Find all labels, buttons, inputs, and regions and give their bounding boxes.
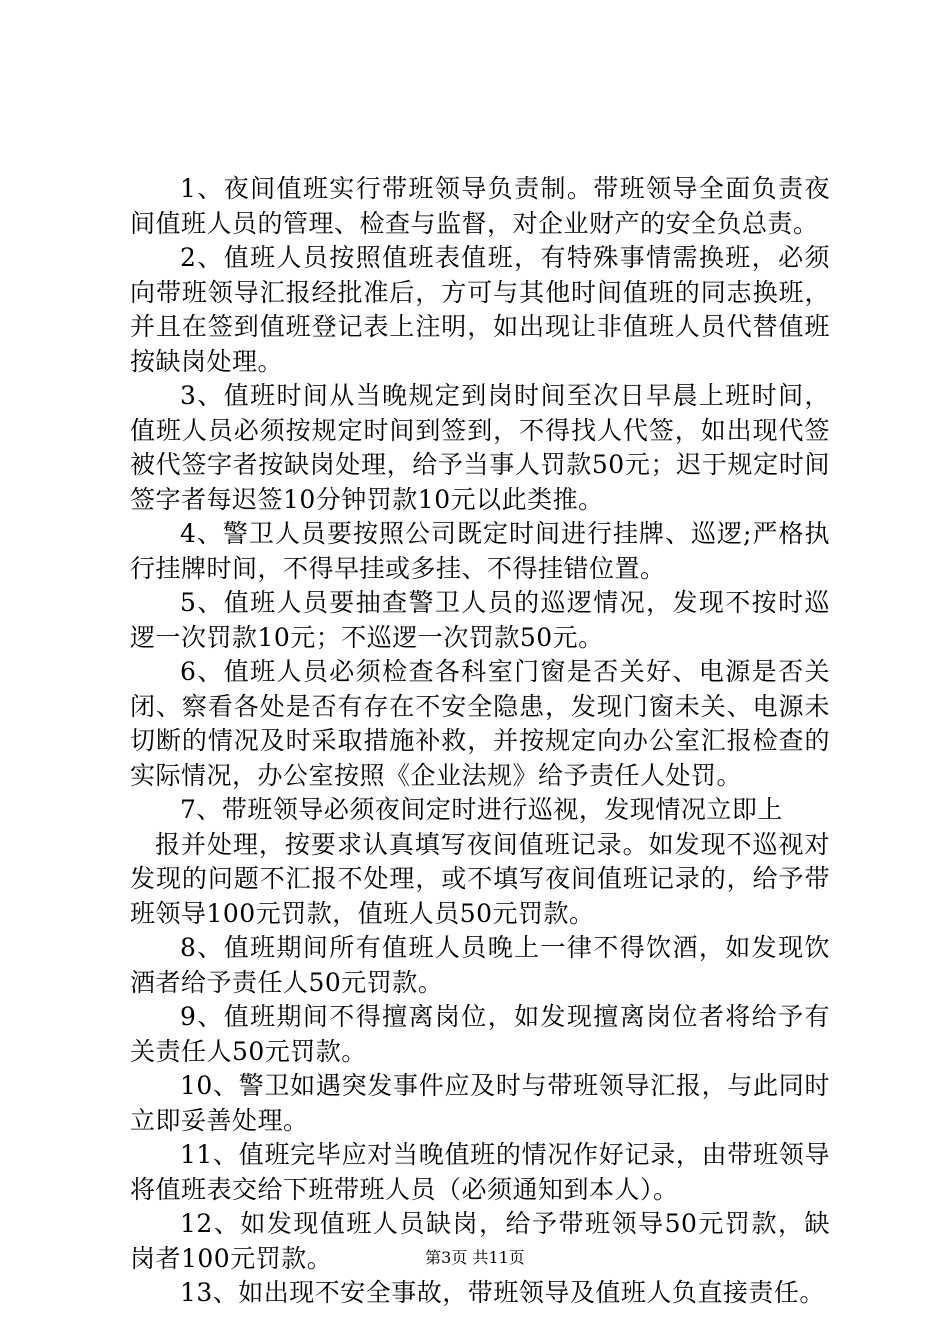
paragraph-9: 9、值班期间不得擅离岗位，如发现擅离岗位者将给予有关责任人50元罚款。 <box>130 1002 830 1066</box>
paragraph-1: 1、夜间值班实行带班领导负责制。带班领导全面负责夜间值班人员的管理、检查与监督，对企业财产的安全负总责。 <box>130 174 830 238</box>
document-body <box>130 172 830 1311</box>
paragraph-4: 4、警卫人员要按照公司既定时间进行挂牌、巡逻;严格执行挂牌时间，不得早挂或多挂、不得挂错位置。 <box>130 519 830 583</box>
paragraph-3: 3、值班时间从当晚规定到岗时间至次日早晨上班时间，值班人员必须按规定时间到签到，不得找人代签，如出现代签被代签字者按缺岗处理，给予当事人罚款50元；迟于规定时间签字者每迟签10分钟罚款10元以此类推。 <box>130 381 830 514</box>
paragraph-12: 12、如发现值班人员缺岗，给予带班领导50元罚款，缺岗者100元罚款。 <box>130 1209 830 1273</box>
paragraph-6: 6、值班人员必须检查各科室门窗是否关好、电源是否关闭、察看各处是否有存在不安全隐患，发现门窗未关、电源未切断的情况及时采取措施补救，并按规定向办公室汇报检查的实际情况，办公室按照《企业法规》给予责任人处罚。 <box>130 657 830 790</box>
paragraph-10: 10、警卫如遇突发事件应及时与带班领导汇报，与此同时立即妥善处理。 <box>130 1071 830 1135</box>
page-number-footer: 第3页 共11页 <box>425 1248 525 1267</box>
paragraph-7: 7、带班领导必须夜间定时进行巡视，发现情况立即上 <box>180 795 783 824</box>
paragraph-11: 11、值班完毕应对当晚值班的情况作好记录，由带班领导将值班表交给下班带班人员（必须通知到本人）。 <box>130 1140 830 1204</box>
paragraph-2: 2、值班人员按照值班表值班，有特殊事情需换班，必须向带班领导汇报经批准后，方可与其他时间值班的同志换班，并且在签到值班登记表上注明，如出现让非值班人员代替值班按缺岗处理。 <box>130 243 830 376</box>
paragraph-7-continued: 报并处理，按要求认真填写夜间值班记录。如发现不巡视对发现的问题不汇报不处理，或不填写夜间值班记录的，给予带班领导100元罚款，值班人员50元罚款。 <box>130 829 830 928</box>
paragraph-5: 5、值班人员要抽查警卫人员的巡逻情况，发现不按时巡逻一次罚款10元；不巡逻一次罚款50元。 <box>130 588 830 652</box>
paragraph-13: 13、如出现不安全事故，带班领导及值班人负直接责任。 <box>180 1278 825 1307</box>
paragraph-8: 8、值班期间所有值班人员晚上一律不得饮酒，如发现饮酒者给予责任人50元罚款。 <box>130 933 830 997</box>
